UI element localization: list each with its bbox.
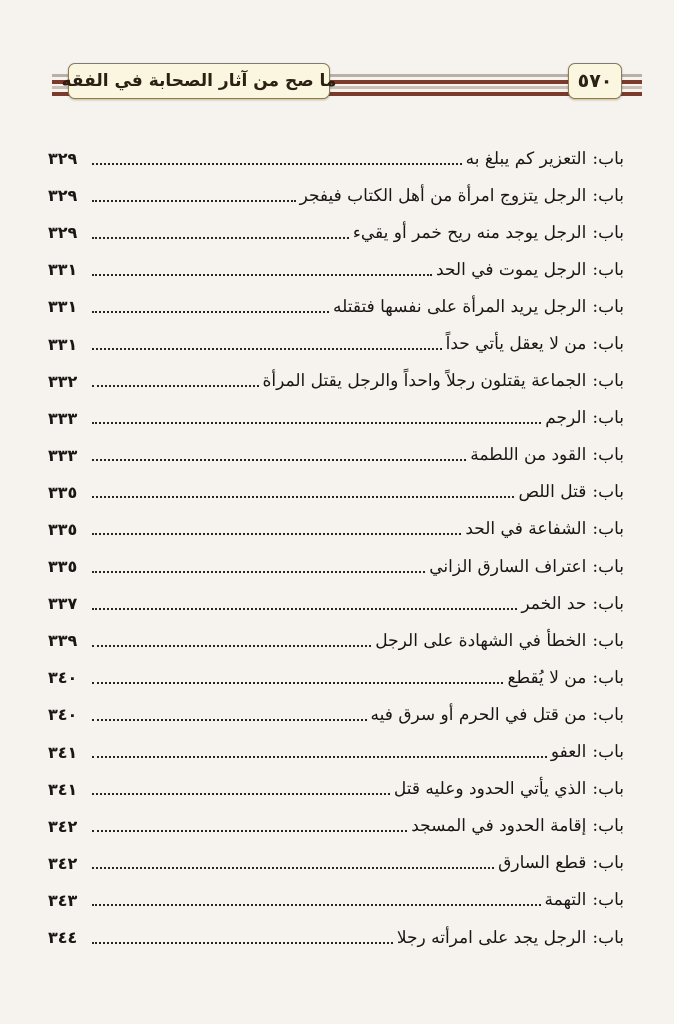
dot-leader	[92, 459, 466, 461]
toc-entry-page-number: ٣٤٢	[48, 816, 78, 836]
toc-entry-title: قطع السارق	[498, 853, 587, 874]
toc-entry-title: حد الخمر	[521, 593, 587, 614]
toc-entry-label: باب:	[592, 519, 624, 540]
toc-entry-title: الرجل يموت في الحد	[436, 259, 587, 280]
toc-entry-page-number: ٣٣٥	[48, 482, 78, 502]
toc-entry-title: القود من اللطمة	[470, 445, 587, 466]
toc-entry-label: باب:	[592, 259, 624, 280]
toc-entry	[48, 140, 624, 177]
dot-leader	[92, 348, 442, 350]
toc-entry-page-number: ٣٢٩	[48, 186, 78, 206]
dot-leader	[92, 608, 517, 610]
dot-leader	[92, 756, 547, 758]
toc-entry-title: من لا يُقطع	[507, 667, 587, 688]
toc-entry-label: باب:	[592, 222, 624, 243]
dot-leader	[92, 904, 541, 906]
dot-leader	[92, 163, 462, 165]
toc-entry-title: الرجل يتزوج امرأة من أهل الكتاب فيفجر	[299, 185, 587, 206]
dot-leader	[92, 533, 461, 535]
toc-entry-label: باب:	[592, 927, 624, 948]
running-title-box	[61, 63, 337, 99]
toc-entry-page-number: ٣٤٣	[48, 890, 78, 910]
running-title: ما صح من آثار الصحابة في الفقه	[61, 71, 337, 91]
toc-entry-label: باب:	[592, 296, 624, 317]
toc-entry-label: باب:	[592, 704, 624, 725]
toc-entry-page-number: ٣٢٩	[48, 149, 78, 169]
toc-entry-page-number: ٣٣٥	[48, 519, 78, 539]
toc-entry-title: من قتل في الحرم أو سرق فيه	[370, 704, 587, 725]
toc-entry-title: قتل اللص	[518, 482, 587, 503]
toc-entry	[48, 845, 624, 882]
page-number: ٥٧٠	[577, 70, 613, 92]
toc-entry	[48, 363, 624, 400]
toc-entry	[48, 659, 624, 696]
toc-entry-label: باب:	[592, 482, 624, 503]
toc-entry-page-number: ٣٣١	[48, 260, 78, 280]
dot-leader	[92, 942, 393, 944]
toc-entry-page-number: ٣٤٤	[48, 928, 78, 948]
toc-entry-title: التهمة	[544, 890, 587, 911]
dot-leader	[92, 422, 541, 424]
toc-entry-label: باب:	[592, 185, 624, 206]
toc-entry-label: باب:	[592, 593, 624, 614]
toc-entry-page-number: ٣٣٣	[48, 445, 78, 465]
dot-leader	[92, 793, 390, 795]
toc-entry-page-number: ٣٤٢	[48, 853, 78, 873]
toc-entry	[48, 437, 624, 474]
toc-entry-label: باب:	[592, 408, 624, 429]
dot-leader	[92, 200, 296, 202]
toc-entry	[48, 622, 624, 659]
toc-entry	[48, 882, 624, 919]
toc-entry-label: باب:	[592, 853, 624, 874]
toc-entry-title: الخطأ في الشهادة على الرجل	[375, 630, 587, 651]
table-of-contents	[48, 140, 624, 956]
toc-entry-label: باب:	[592, 445, 624, 466]
toc-entry-label: باب:	[592, 890, 624, 911]
toc-entry-page-number: ٣٣٥	[48, 557, 78, 577]
toc-entry-label: باب:	[592, 334, 624, 355]
toc-entry-title: الجماعة يقتلون رجلاً واحداً والرجل يقتل المرأة	[262, 371, 587, 392]
toc-entry-label: باب:	[592, 148, 624, 169]
page-number-box	[568, 63, 622, 99]
toc-entry-page-number: ٣٤١	[48, 779, 78, 799]
toc-entry-page-number: ٣٤٠	[48, 668, 78, 688]
dot-leader	[92, 830, 407, 832]
toc-entry-page-number: ٣٣١	[48, 297, 78, 317]
toc-entry-title: الرجم	[545, 408, 587, 429]
toc-entry-title: اعتراف السارق الزاني	[429, 556, 587, 577]
dot-leader	[92, 274, 432, 276]
toc-entry-label: باب:	[592, 779, 624, 800]
toc-entry-title: العفو	[550, 742, 587, 763]
toc-entry	[48, 288, 624, 325]
toc-entry	[48, 919, 624, 956]
toc-entry-page-number: ٣٣٢	[48, 371, 78, 391]
toc-entry	[48, 548, 624, 585]
toc-entry	[48, 400, 624, 437]
toc-entry-page-number: ٣٣٣	[48, 408, 78, 428]
dot-leader	[92, 237, 349, 239]
toc-entry	[48, 511, 624, 548]
toc-entry-label: باب:	[592, 556, 624, 577]
toc-entry-label: باب:	[592, 667, 624, 688]
toc-entry-title: الذي يأتي الحدود وعليه قتل	[393, 779, 587, 800]
toc-entry-title: التعزير كم يبلغ به	[465, 148, 587, 169]
dot-leader	[92, 571, 425, 573]
toc-entry	[48, 585, 624, 622]
toc-entry	[48, 177, 624, 214]
toc-entry	[48, 734, 624, 771]
toc-entry	[48, 474, 624, 511]
toc-entry-title: الرجل يجد على امرأته رجلا	[396, 927, 587, 948]
toc-entry-label: باب:	[592, 816, 624, 837]
toc-entry-title: الرجل يوجد منه ريح خمر أو يقيء	[352, 222, 587, 243]
dot-leader	[92, 682, 503, 684]
toc-entry-label: باب:	[592, 371, 624, 392]
toc-entry-page-number: ٣٢٩	[48, 223, 78, 243]
dot-leader	[92, 385, 259, 387]
toc-entry-title: الرجل يريد المرأة على نفسها فتقتله	[332, 296, 587, 317]
toc-entry-title: إقامة الحدود في المسجد	[411, 816, 587, 837]
toc-entry-page-number: ٣٤٠	[48, 705, 78, 725]
toc-entry-label: باب:	[592, 742, 624, 763]
dot-leader	[92, 867, 494, 869]
toc-entry	[48, 771, 624, 808]
toc-entry-label: باب:	[592, 630, 624, 651]
toc-entry-title: من لا يعقل يأتي حداً	[445, 334, 587, 355]
toc-entry	[48, 325, 624, 362]
dot-leader	[92, 496, 514, 498]
toc-entry-page-number: ٣٣١	[48, 334, 78, 354]
toc-entry	[48, 808, 624, 845]
toc-entry	[48, 696, 624, 733]
toc-entry-title: الشفاعة في الحد	[465, 519, 587, 540]
toc-entry-page-number: ٣٤١	[48, 742, 78, 762]
dot-leader	[92, 311, 329, 313]
toc-entry	[48, 251, 624, 288]
toc-entry-page-number: ٣٣٩	[48, 631, 78, 651]
dot-leader	[92, 719, 367, 721]
page-header	[0, 0, 674, 120]
toc-entry	[48, 214, 624, 251]
toc-entry-page-number: ٣٣٧	[48, 594, 78, 614]
dot-leader	[92, 645, 371, 647]
